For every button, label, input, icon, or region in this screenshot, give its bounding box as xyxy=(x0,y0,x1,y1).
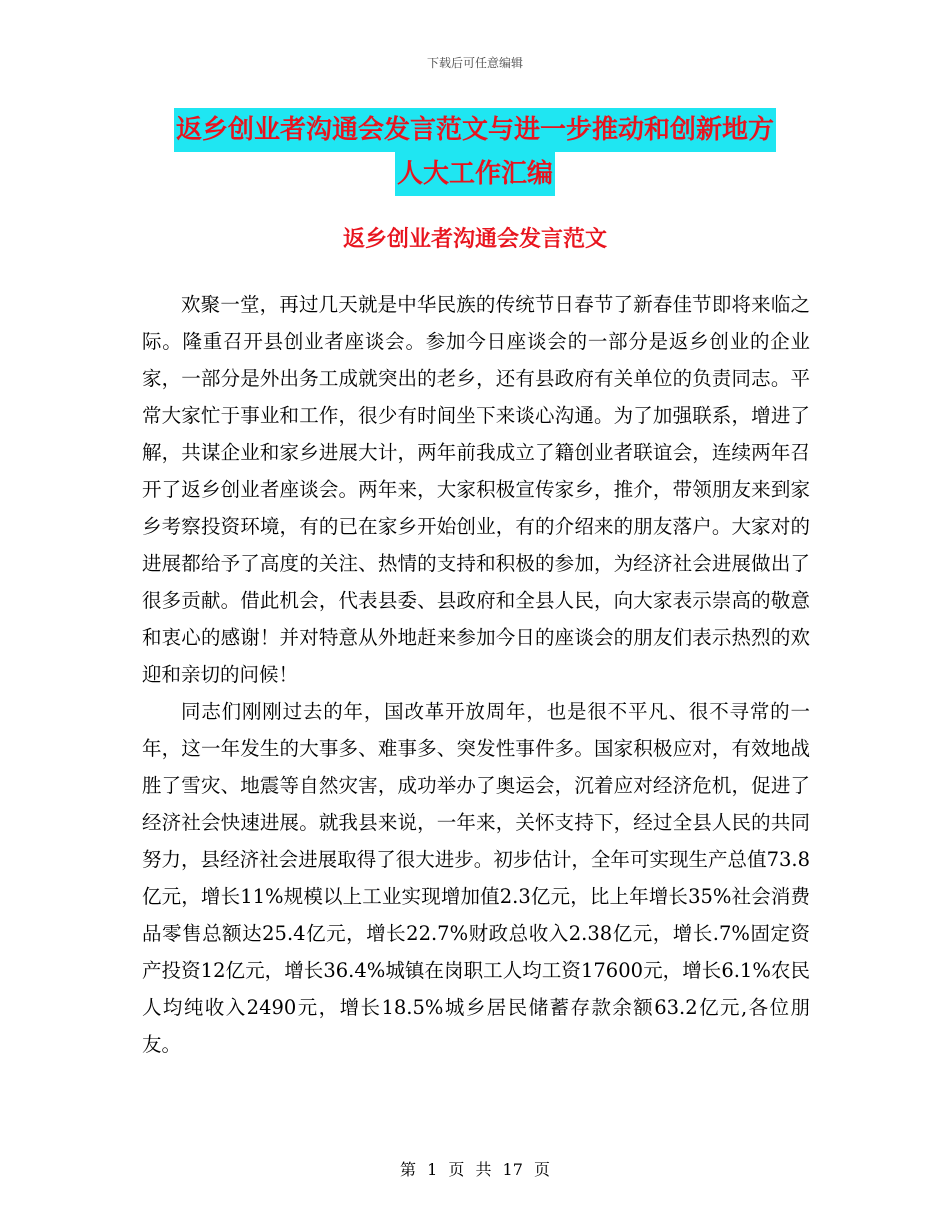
paragraph-1: 欢聚一堂，再过几天就是中华民族的传统节日春节了新春佳节即将来临之际。隆重召开县创业者座谈会。参加今日座谈会的一部分是返乡创业的企业家，一部分是外出务工成就突出的老乡，还有县政府有关单位的负责同志。平常大家忙于事业和工作，很少有时间坐下来谈心沟通。为了加强联系，增进了解，共谋企业和家乡进展大计，两年前我成立了籍创业者联谊会，连续两年召开了返乡创业者座谈会。两年来，大家积极宣传家乡，推介，带领朋友来到家乡考察投资环境，有的已在家乡开始创业，有的介绍来的朋友落户。大家对的进展都给予了高度的关注、热情的支持和积极的参加，为经济社会进展做出了很多贡献。借此机会，代表县委、县政府和全县人民，向大家表示崇高的敬意和衷心的感谢！并对特意从外地赶来参加今日的座谈会的朋友们表示热烈的欢迎和亲切的问候！ xyxy=(142,293,810,686)
document-title xyxy=(140,108,810,196)
paragraph-2: 同志们刚刚过去的年，国改革开放周年，也是很不平凡、很不寻常的一年，这一年发生的大事多、难事多、突发性事件多。国家积极应对，有效地战胜了雪灾、地震等自然灾害，成功举办了奥运会，沉着应对经济危机，促进了经济社会快速进展。就我县来说，一年来，关怀支持下，经过全县人民的共同努力，县经济社会进展取得了很大进步。初步估计，全年可实现生产总值73.8亿元，增长11%规模以上工业实现增加值2.3亿元，比上年增长35%社会消费品零售总额达25.4亿元，增长22.7%财政总收入2.38亿元，增长.7%固定资产投资12亿元，增长36.4%城镇在岗职工人均工资17600元，增长6.1%农民人均纯收入2490元，增长18.5%城乡居民储蓄存款余额63.2亿元,各位朋友。 xyxy=(142,700,810,1056)
section-heading: 返乡创业者沟通会发言范文 xyxy=(342,227,607,252)
title-line-2: 人大工作汇编 xyxy=(395,152,555,196)
title-line-1: 返乡创业者沟通会发言范文与进一步推动和创新地方 xyxy=(174,108,776,152)
body-text xyxy=(142,286,810,1063)
page-footer: 第 1 页 共 17 页 xyxy=(400,1160,550,1179)
header-note: 下载后可任意编辑 xyxy=(426,56,523,70)
